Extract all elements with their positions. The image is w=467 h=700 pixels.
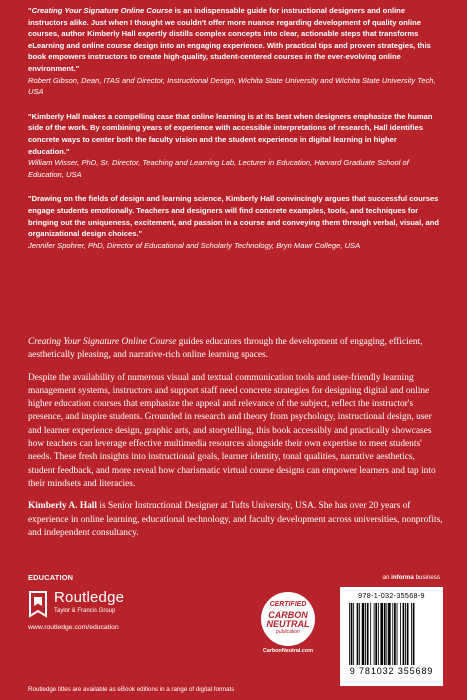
quote-3-text: "Drawing on the fields of design and learning science, Kimberly Hall convincingly argues that successful courses engage students emotionally. Teachers and designers will find concrete examples, tools, and techniques for bringing out the uniqueness, excitement, and passion in a course and conveying them through verbal, visual, and organizational design choices." (28, 194, 439, 239)
publisher-name: Routledge (54, 589, 125, 606)
quote-2-attribution: William Wisser, PhD, Sr. Director, Teaching and Learning Lab, Lecturer in Education, Harvard Graduate School of Education, USA (28, 158, 409, 179)
informa-brand: informa (391, 574, 414, 581)
author-bio: Kimberly A. Hall is Senior Instructional Designer at Tufts University, USA. She has over 20 years of experience in online learning, educational technology, and faculty development across universities, nonprofits, and independent consultancy. (28, 501, 443, 538)
quote-2-text: "Kimberly Hall makes a compelling case that online learning is at its best when designers emphasize the human side of the work. By combining years of experience with accessible interpretations of research, Hall identifies concrete ways to center both the faculty vision and the student experience in digital learning in higher education." (28, 111, 433, 156)
description-paragraph-2: Despite the availability of numerous visual and textual communication tools and user-friendly learning management systems, instructors and support staff need concrete strategies for designing digital and online higher education courses that emphasize the appeal and relevance of the subject, reflect the instructor's presence, and inspire students. Grounded in research and theory from psychology, instructional design, user and learner experience design, graphic arts, and storytelling, this book accessibly and practically showcases how teachers can leverage effective multimedia resources alongside their own expertise to meet students' needs. These fresh insights into instructional goals, learner identity, tonal qualities, narrative aesthetics, student feedback, and more reveal how charismatic virtual course designs can empower learners and tap into their mindsets and literacies. (28, 372, 436, 489)
ebook-availability-note: Routledge titles are available as eBook editions in a range of digital formats (28, 686, 235, 693)
carbon-neutral-site: CarbonNeutral.com (262, 648, 314, 654)
publisher-group: Taylor & Francis Group (54, 608, 116, 614)
informa-business-tag: an informa business (382, 574, 440, 581)
book-description (28, 336, 444, 549)
author-name: Kimberly A. Hall (28, 501, 98, 512)
isbn-barcode (340, 587, 443, 686)
description-paragraph-1: Creating Your Signature Online Course guides educators through the development of engaging, efficient, aesthetically pleasing, and narrative-rich online learning spaces. (28, 337, 423, 361)
quote-1-text: "Creating Your Signature Online Course is an indispensable guide for instructional designers and online instructors alike. Just when I thought we couldn't offer more nuance regarding development of quality online courses, author Kimberly Hall expertly distills complex concepts into clear, actionable steps that transforms eLearning and online course design into an engaging experience. With practical tips and proven strategies, this book empowers instructors to create high-quality, student-centered courses in the ever-evolving online environment." (28, 6, 431, 73)
quote-3-attribution: Jennifer Spohrer, PhD, Director of Educational and Scholarly Technology, Bryn Mawr College, USA (28, 240, 361, 250)
quote-1-attribution: Robert Gibson, Dean, ITAS and Director, Instructional Design, Wichita State University and Wichita State University Tech, USA (28, 75, 436, 97)
isbn-number: 978-1-032-35568-9 (358, 591, 425, 600)
subject-category: EDUCATION (28, 573, 74, 582)
carbon-neutral-badge (259, 592, 317, 662)
barcode-digits: 9 781032 355689 (349, 666, 434, 676)
publisher-url: www.routledge.com/education (28, 624, 119, 631)
routledge-bookmark-icon (28, 590, 48, 618)
carbon-neutral-seal: CERTIFIED CARBON NEUTRAL publication (261, 592, 315, 646)
endorsements (28, 5, 440, 251)
description-book-title: Creating Your Signature Online Course (28, 337, 177, 347)
barcode-bars (349, 603, 434, 665)
routledge-logo (28, 590, 124, 618)
quote-1-book-title: Creating Your Signature Online Course (31, 6, 173, 15)
